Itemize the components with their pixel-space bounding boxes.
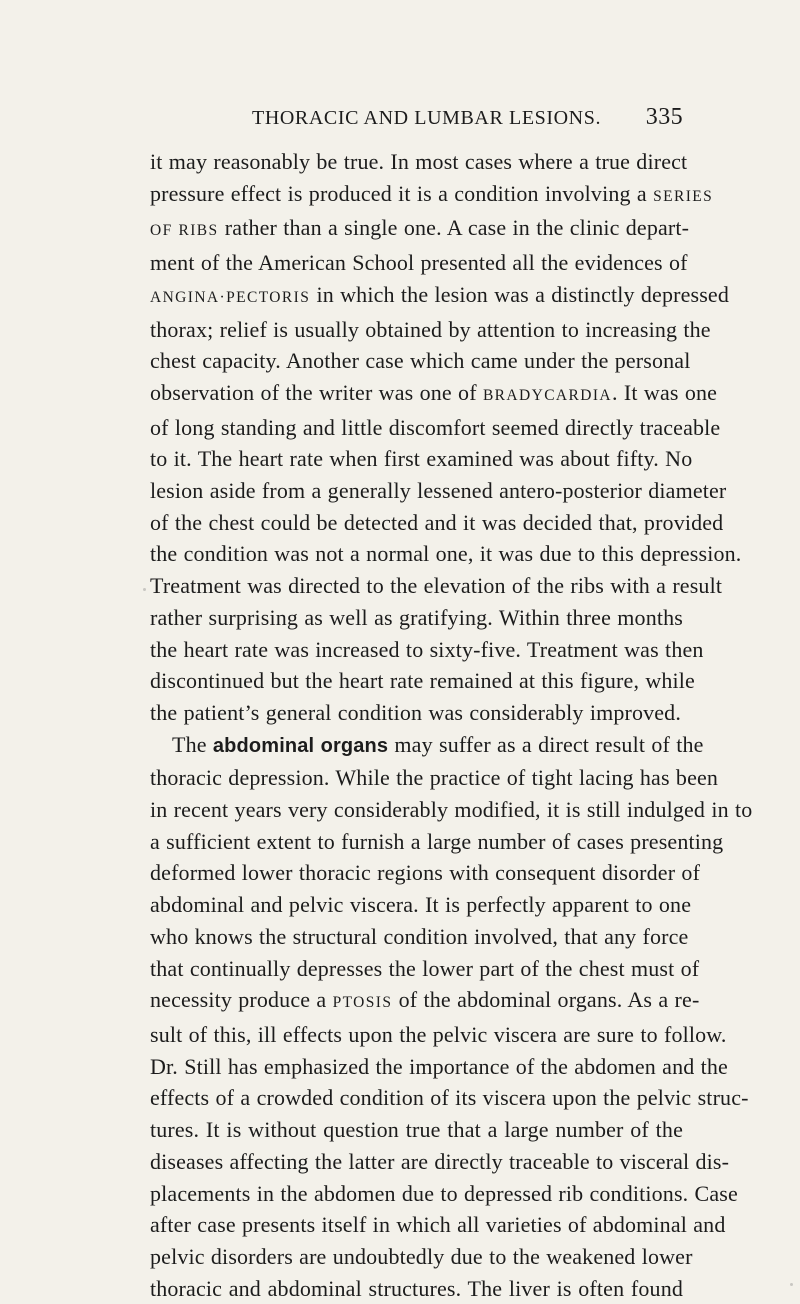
line-text-continued: may suffer as a direct result of the — [388, 731, 704, 757]
text-line — [150, 1082, 749, 1114]
line-text: Treatment was directed to the elevation of the ribs with a result — [150, 573, 723, 599]
line-text: in which the lesion was a distinctly depressed — [310, 281, 729, 307]
line-text: lesion aside from a generally lessened antero-posterior diameter — [150, 478, 727, 504]
line-text: deformed lower thoracic regions with consequent disorder of — [150, 860, 701, 886]
text-line — [150, 345, 691, 377]
text-line — [150, 889, 692, 921]
text-line — [150, 1114, 683, 1146]
line-text: The — [172, 731, 213, 757]
text-line — [150, 1051, 728, 1083]
line-text: diseases affecting the latter are directly traceable to visceral dis- — [150, 1148, 730, 1174]
line-text: that continually depresses the lower part of the chest must of — [150, 955, 700, 981]
line-text: pressure effect is produced it is a condition involving a — [150, 180, 654, 206]
line-text: thoracic and abdominal structures. The liver is often found — [150, 1275, 683, 1301]
text-line — [150, 538, 742, 570]
text-line — [150, 247, 688, 279]
text-line — [150, 178, 714, 213]
text-line — [150, 507, 724, 539]
line-text: who knows the structural condition involved, that any force — [150, 923, 689, 949]
text-line — [150, 1209, 726, 1241]
line-text: thorax; relief is usually obtained by attention to increasing the — [150, 316, 711, 342]
text-line — [150, 857, 701, 889]
line-text: after case presents itself in which all varieties of abdominal and — [150, 1212, 726, 1238]
line-text: thoracic depression. While the practice of tight lacing has been — [150, 765, 719, 791]
line-text: sult of this, ill effects upon the pelvic viscera are sure to follow. — [150, 1021, 727, 1047]
text-line — [150, 279, 729, 314]
text-line — [150, 1273, 683, 1304]
text-line — [150, 212, 690, 247]
line-text: the patient’s general condition was considerably improved. — [150, 699, 681, 725]
page-number: 335 — [645, 104, 683, 130]
line-text: a sufficient extent to furnish a large number of cases presenting — [150, 828, 724, 854]
text-line — [150, 377, 718, 412]
small-caps-term: PTOSIS — [332, 994, 393, 1012]
line-text: to it. The heart rate when first examined was about fifty. No — [150, 446, 693, 472]
line-text: discontinued but the heart rate remained at this figure, while — [150, 668, 695, 694]
line-text: effects of a crowded condition of its viscera upon the pelvic struc- — [150, 1085, 749, 1111]
text-line — [150, 984, 700, 1019]
running-title: THORACIC AND LUMBAR LESIONS. — [252, 107, 602, 129]
body-text — [150, 146, 753, 1304]
text-line — [150, 443, 693, 475]
bold-term: abdominal organs — [212, 734, 389, 757]
line-text: of long standing and little discomfort seemed directly traceable — [150, 414, 721, 440]
line-text: chest capacity. Another case which came under the personal — [150, 348, 691, 374]
line-text-continued: . It was one — [612, 379, 718, 405]
line-text: the condition was not a normal one, it was due to this depression. — [150, 541, 742, 567]
text-line — [150, 1146, 730, 1178]
text-line — [150, 826, 724, 858]
line-text: necessity produce a — [150, 987, 333, 1013]
paper-speck — [790, 1283, 793, 1286]
small-caps-term: ANGINA·PECTORIS — [150, 288, 311, 306]
text-line — [150, 729, 704, 763]
text-line — [150, 146, 688, 178]
line-text: rather than a single one. A case in the clinic depart- — [218, 215, 690, 241]
text-line — [150, 634, 704, 666]
text-line — [150, 921, 689, 953]
line-text: ment of the American School presented all the evidences of — [150, 250, 688, 276]
paper-speck — [143, 588, 146, 591]
line-text: Dr. Still has emphasized the importance of the abdomen and the — [150, 1053, 728, 1079]
text-line — [150, 665, 695, 697]
text-line — [150, 412, 721, 444]
text-line — [150, 1019, 727, 1051]
line-text: pelvic disorders are undoubtedly due to the weakened lower — [150, 1243, 693, 1269]
line-text: it may reasonably be true. In most cases where a true direct — [150, 149, 688, 174]
small-caps-term: OF RIBS — [150, 222, 219, 240]
small-caps-term: BRADYCARDIA — [482, 386, 613, 404]
line-text: the heart rate was increased to sixty-five. Treatment was then — [150, 636, 704, 662]
line-text: abdominal and pelvic viscera. It is perfectly apparent to one — [150, 892, 692, 918]
text-line — [150, 794, 753, 826]
line-text-continued: of the abdominal organs. As a re- — [392, 987, 700, 1013]
line-text: observation of the writer was one of — [150, 379, 483, 405]
line-text: tures. It is without question true that a large number of the — [150, 1117, 683, 1143]
text-line — [150, 1178, 738, 1210]
text-line — [150, 314, 711, 346]
small-caps-term: SERIES — [653, 187, 714, 205]
text-line — [150, 762, 719, 794]
text-line — [150, 697, 683, 729]
line-text: in recent years very considerably modified, it is still indulged in to — [150, 797, 753, 823]
text-line — [150, 1241, 693, 1273]
text-line — [150, 475, 727, 507]
text-line — [150, 602, 683, 634]
running-header — [150, 104, 683, 131]
text-line — [150, 953, 700, 985]
text-line — [150, 570, 723, 602]
line-text: rather surprising as well as gratifying. Within three months — [150, 604, 683, 630]
line-text: of the chest could be detected and it was decided that, provided — [150, 509, 724, 535]
line-text: placements in the abdomen due to depressed rib conditions. Case — [150, 1180, 738, 1206]
